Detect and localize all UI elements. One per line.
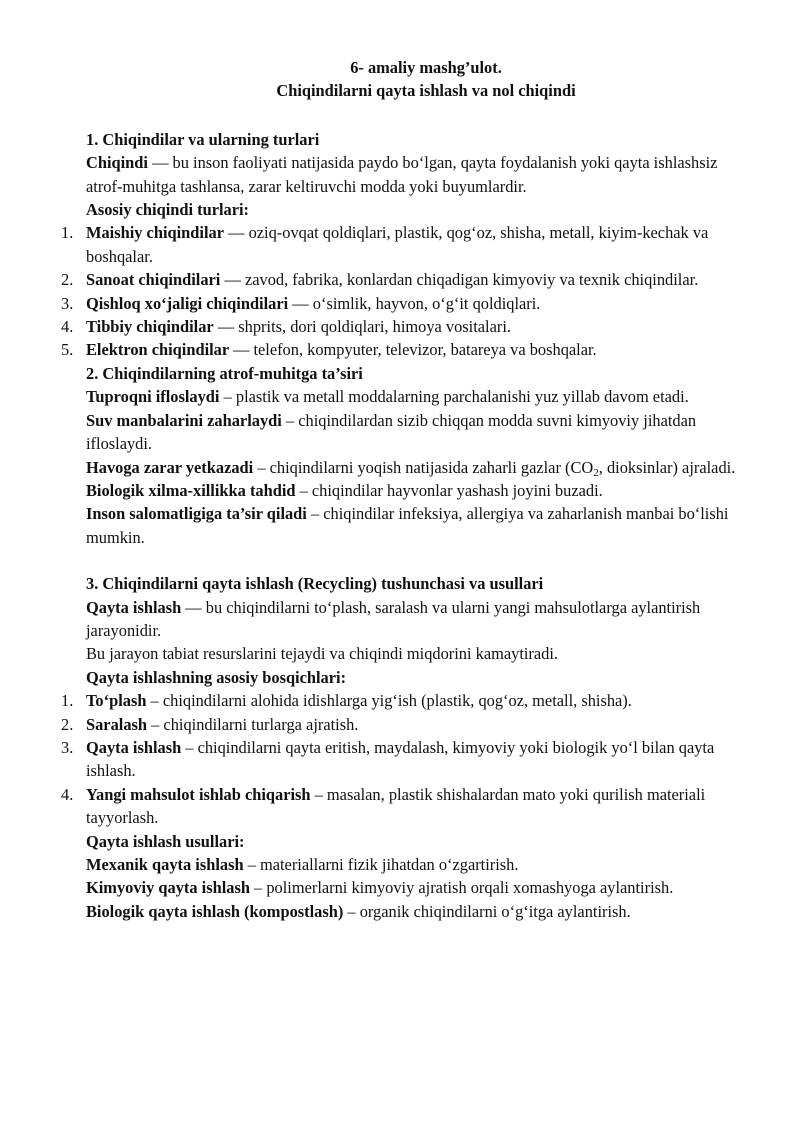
item-text: – chiqindilarni alohida idishlarga yig‘ish (plastik, qog‘oz, metall, shisha). <box>146 691 632 711</box>
item-text: — zavod, fabrika, konlardan chiqadigan kimyoviy va texnik chiqindilar. <box>220 270 699 290</box>
list-item <box>61 713 746 736</box>
list-number: 5. <box>61 340 74 360</box>
methods-heading: Qayta ishlash usullari: <box>86 831 245 851</box>
document-title-line-2: Chiqindilarni qayta ishlash va nol chiqindi <box>276 81 576 101</box>
document-title-line-1: 6- amaliy mashg’ulot. <box>350 58 502 77</box>
waste-types-list <box>61 221 746 361</box>
method-text: – materiallarni fizik jihatdan o‘zgartirish. <box>243 855 519 874</box>
method-paragraph <box>86 900 746 923</box>
recycling-note: Bu jarayon tabiat resurslarini tejaydi va chiqindi miqdorini kamaytiradi. <box>86 644 559 664</box>
item-term: Tibbiy chiqindilar <box>86 317 214 337</box>
list-item <box>61 736 746 783</box>
list-item <box>61 783 746 830</box>
item-text: – masalan, plastik shishalardan mato yoki qurilish materiali tayyorlash. <box>86 784 706 828</box>
subscript: 2 <box>593 466 599 479</box>
section-3-heading: 3. Chiqindilarni qayta ishlash (Recycling) tushunchasi va usullari <box>86 574 544 594</box>
list-item <box>61 221 746 268</box>
definition-term: Qayta ishlash <box>86 597 182 617</box>
list-number: 1. <box>61 223 74 243</box>
impact-paragraph <box>86 409 746 456</box>
item-term: Maishiy chiqindilar <box>86 223 224 243</box>
list-item <box>61 268 746 291</box>
impact-term: Tuproqni ifloslaydi <box>86 387 220 407</box>
method-term: Biologik qayta ishlash (kompostlash) <box>86 901 344 921</box>
steps-heading: Qayta ishlashning asosiy bosqichlari: <box>86 667 347 687</box>
impact-term: Inson salomatligiga ta’sir qiladi <box>86 504 307 524</box>
item-text: — shprits, dori qoldiqlari, himoya vositalari. <box>213 317 511 337</box>
section-2-heading: 2. Chiqindilarning atrof-muhitga ta’siri <box>86 363 363 383</box>
method-paragraph <box>86 853 746 876</box>
impact-text: , dioksinlar) ajraladi. <box>598 457 736 477</box>
section-1-heading: 1. Chiqindilar va ularning turlari <box>86 129 320 149</box>
list-number: 2. <box>61 714 74 734</box>
item-term: Saralash <box>86 714 148 734</box>
definition-text: — bu inson faoliyati natijasida paydo bo‘lgan, qayta foydalanish yoki qayta ishlashsiz atrof-muhitga tashlansa, zarar keltiruvchi modda yoki buyumlardir. <box>86 153 718 196</box>
list-number: 4. <box>61 317 74 337</box>
impact-text: – chiqindilar hayvonlar yashash joyini buzadi. <box>295 480 603 500</box>
impact-text: – plastik va metall moddalarning parchalanishi yuz yillab davom etadi. <box>219 387 689 407</box>
impact-paragraph <box>86 456 746 479</box>
definition-text: — bu chiqindilarni to‘plash, saralash va ularni yangi mahsulotlarga aylantirish jarayonidir. <box>86 597 701 640</box>
impact-term: Suv manbalarini zaharlaydi <box>86 410 282 430</box>
list-item <box>61 338 746 361</box>
item-term: Sanoat chiqindilari <box>86 270 221 290</box>
item-text: – chiqindilarni qayta eritish, maydalash, kimyoviy yoki biologik yo‘l bilan qayta ishlash. <box>86 737 715 781</box>
method-text: – polimerlarni kimyoviy ajratish orqali xomashyoga aylantirish. <box>249 878 674 898</box>
impact-paragraph <box>86 502 746 549</box>
impact-paragraph <box>86 385 746 408</box>
list-number: 3. <box>61 737 74 757</box>
waste-types-heading: Asosiy chiqindi turlari: <box>86 200 250 220</box>
method-term: Kimyoviy qayta ishlash <box>86 878 250 898</box>
item-text: – chiqindilarni turlarga ajratish. <box>147 714 359 734</box>
list-item <box>61 315 746 338</box>
list-number: 1. <box>61 691 74 711</box>
list-item <box>61 689 746 712</box>
list-number: 4. <box>61 784 74 804</box>
list-item <box>61 292 746 315</box>
document-page <box>61 56 746 923</box>
list-number: 2. <box>61 270 74 290</box>
definition-term: Chiqindi <box>86 153 148 173</box>
item-term: Yangi mahsulot ishlab chiqarish <box>86 784 311 804</box>
impact-text: – chiqindilar infeksiya, allergiya va zaharlanish manbai bo‘lishi mumkin. <box>86 504 729 547</box>
method-text: – organik chiqindilarni o‘g‘itga aylantirish. <box>343 901 631 921</box>
item-term: To‘plash <box>86 691 147 711</box>
list-number: 3. <box>61 293 74 313</box>
recycling-definition <box>86 596 746 643</box>
item-term: Elektron chiqindilar <box>86 340 233 360</box>
section-1-definition <box>86 151 746 198</box>
recycling-steps-list <box>61 689 746 829</box>
impact-paragraph <box>86 479 746 502</box>
item-text: — o‘simlik, hayvon, o‘g‘it qoldiqlari. <box>288 293 541 313</box>
item-text: — oziq-ovqat qoldiqlari, plastik, qog‘oz, shisha, metall, kiyim-kechak va boshqalar. <box>86 223 709 266</box>
impact-term: Havoga zarar yetkazadi <box>86 457 254 477</box>
item-text: — telefon, kompyuter, televizor, batareya va boshqalar. <box>232 340 597 360</box>
method-paragraph <box>86 876 746 899</box>
item-term: Qishloq xo‘jaligi chiqindilari <box>86 293 289 313</box>
impact-text: – chiqindilarni yoqish natijasida zaharli gazlar (CO <box>253 457 594 477</box>
impact-text: – chiqindilardan sizib chiqqan modda suvni kimyoviy jihatdan ifloslaydi. <box>86 410 697 454</box>
method-term: Mexanik qayta ishlash <box>86 855 244 874</box>
item-term: Qayta ishlash <box>86 737 182 757</box>
impact-term: Biologik xilma-xillikka tahdid <box>86 480 296 500</box>
